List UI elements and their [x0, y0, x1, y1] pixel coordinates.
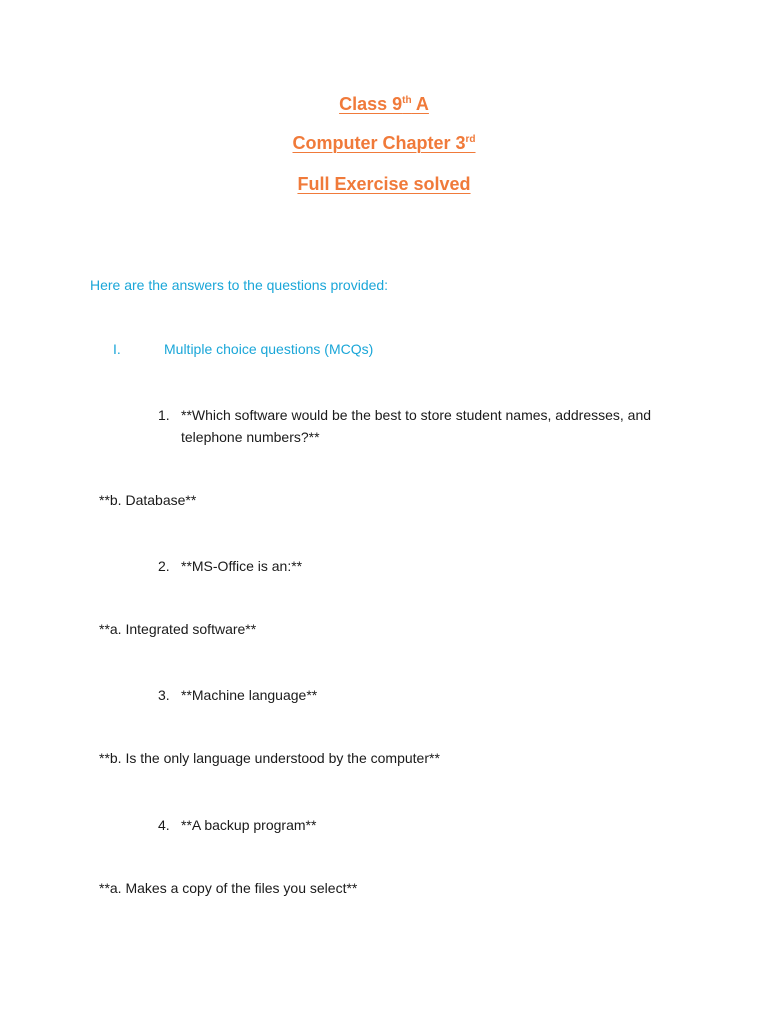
title-chapter-main: Computer Chapter 3	[292, 133, 466, 153]
answer-3: **b. Is the only language understood by the computer**	[99, 750, 440, 766]
question-text: **Machine language**	[181, 687, 318, 703]
question-text: **A backup program**	[181, 817, 317, 833]
title-class	[0, 94, 768, 115]
title-class-sup: th	[402, 95, 412, 106]
answer-4: **a. Makes a copy of the files you select**	[99, 880, 358, 896]
question-number: 2.	[158, 558, 170, 574]
question-4	[158, 814, 698, 836]
answer-2: **a. Integrated software**	[99, 621, 257, 637]
section-number: I.	[113, 341, 121, 357]
title-chapter-sup: rd	[465, 134, 476, 145]
question-text: **Which software would be the best to store student names, addresses, and telephone numbers?**	[181, 407, 652, 445]
title-class-main: Class 9	[339, 94, 403, 114]
question-number: 4.	[158, 817, 170, 833]
intro-text: Here are the answers to the questions provided:	[90, 277, 389, 293]
answer-1: **b. Database**	[99, 492, 197, 508]
question-number: 1.	[158, 407, 170, 423]
title-exercise: Full Exercise solved	[297, 174, 471, 194]
title-chapter	[0, 133, 768, 154]
title-class-tail: A	[411, 94, 429, 114]
question-2	[158, 555, 698, 577]
section-title: Multiple choice questions (MCQs)	[164, 341, 374, 357]
question-3	[158, 684, 698, 706]
question-number: 3.	[158, 687, 170, 703]
question-text: **MS-Office is an:**	[181, 558, 303, 574]
question-1	[158, 404, 698, 448]
